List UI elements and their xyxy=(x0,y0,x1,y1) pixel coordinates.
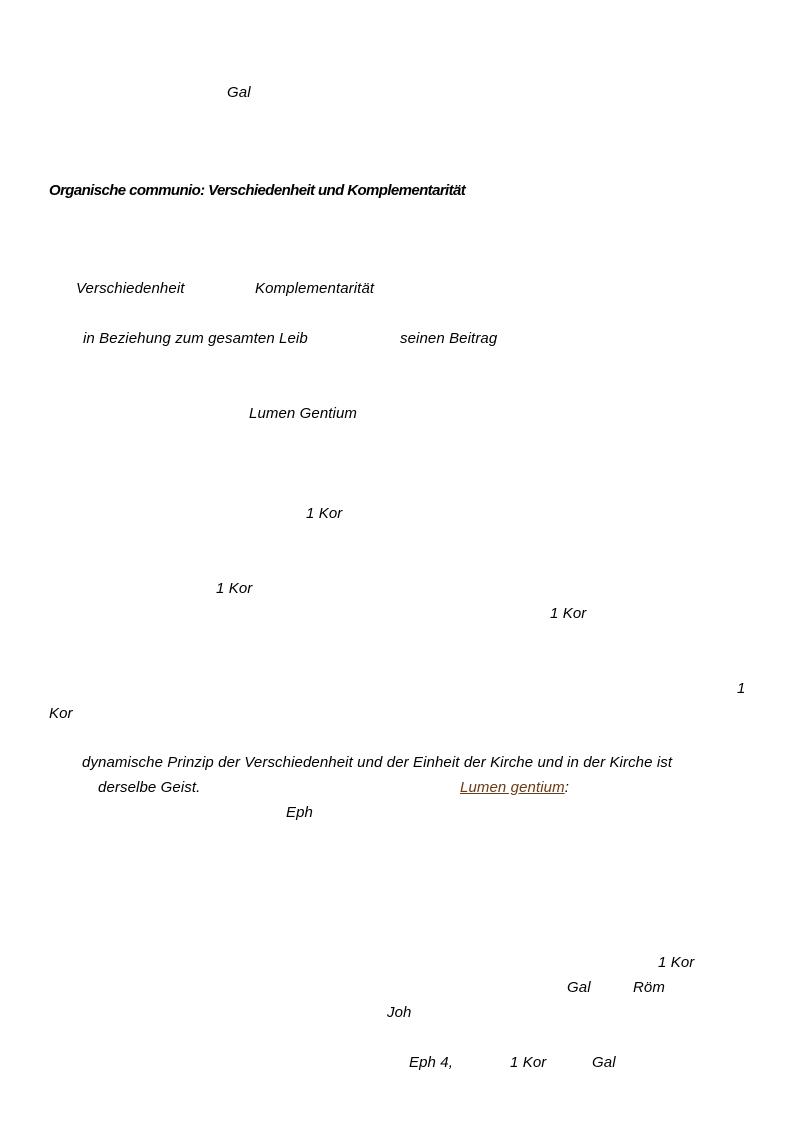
lumen-gentium-link-wrap xyxy=(460,779,569,797)
ref-1-kor: 1 Kor xyxy=(510,1054,547,1071)
lumen-gentium-link[interactable]: Lumen gentium xyxy=(460,779,565,796)
phrase-beitrag: seinen Beitrag xyxy=(400,330,498,347)
ref-roem: Röm xyxy=(633,979,665,996)
ref-gal: Gal xyxy=(227,84,251,101)
ref-1-kor: 1 Kor xyxy=(658,954,695,971)
ref-1-kor-number: 1 xyxy=(737,680,746,697)
ref-1-kor-book: Kor xyxy=(49,705,73,722)
ref-eph: Eph 4, xyxy=(409,1054,453,1071)
ref-lumen-gentium: Lumen Gentium xyxy=(249,405,358,422)
ref-gal: Gal xyxy=(567,979,591,996)
phrase-beziehung: in Beziehung zum gesamten Leib xyxy=(83,330,308,347)
quote-geist: derselbe Geist. xyxy=(98,779,201,796)
ref-eph: Eph xyxy=(286,804,313,821)
section-heading: Organische communio: Verschiedenheit und Komplementarität xyxy=(49,182,466,199)
colon: : xyxy=(564,779,569,796)
term-verschiedenheit: Verschiedenheit xyxy=(76,280,185,297)
ref-gal: Gal xyxy=(592,1054,616,1071)
ref-1-kor: 1 Kor xyxy=(216,580,253,597)
ref-1-kor: 1 Kor xyxy=(550,605,587,622)
ref-1-kor: 1 Kor xyxy=(306,505,343,522)
term-komplementaritaet: Komplementarität xyxy=(255,280,375,297)
quote-prinzip: dynamische Prinzip der Verschiedenheit und der Einheit der Kirche und in der Kirche ist xyxy=(82,754,673,771)
ref-joh: Joh xyxy=(387,1004,412,1021)
